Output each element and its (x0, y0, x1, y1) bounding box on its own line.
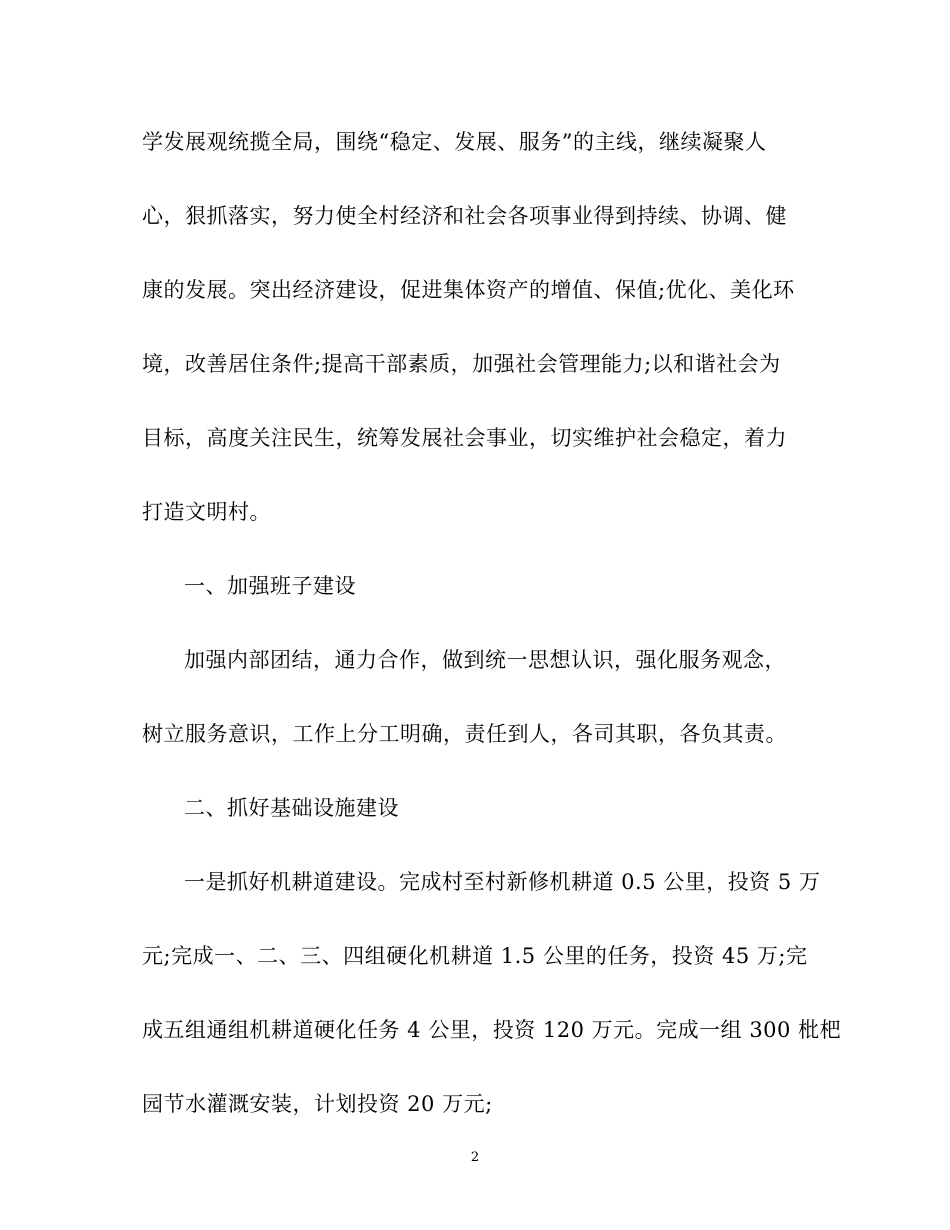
text-line: 心，狠抓落实，努力使全村经济和社会各项事业得到持续、协调、健 (142, 204, 787, 228)
text-line: 一是抓好机耕道建设。完成村至村新修机耕道 0.5 公里，投资 5 万 (184, 870, 821, 894)
text-line: 打造文明村。 (142, 500, 271, 524)
text-line: 成五组通组机耕道硬化任务 4 公里，投资 120 万元。完成一组 300 枇杷 (142, 1018, 842, 1042)
text-line: 加强内部团结，通力合作，做到统一思想认识，强化服务观念， (184, 648, 786, 672)
section-heading: 一、加强班子建设 (184, 574, 356, 598)
text-line: 元;完成一、二、三、四组硬化机耕道 1.5 公里的任务，投资 45 万;完 (142, 944, 808, 968)
text-line: 学发展观统揽全局，围绕“稳定、发展、服务”的主线，继续凝聚人 (142, 130, 767, 154)
text-line: 园节水灌溉安装，计划投资 20 万元; (142, 1092, 493, 1116)
text-line: 树立服务意识，工作上分工明确，责任到人，各司其职，各负其责。 (142, 722, 787, 746)
page-number: 2 (470, 1150, 480, 1165)
text-line: 境，改善居住条件;提高干部素质，加强社会管理能力;以和谐社会为 (142, 352, 781, 376)
text-line: 目标，高度关注民生，统筹发展社会事业，切实维护社会稳定，着力 (142, 426, 787, 450)
text-line: 康的发展。突出经济建设，促进集体资产的增值、保值;优化、美化环 (142, 278, 795, 302)
section-heading: 二、抓好基础设施建设 (184, 796, 399, 820)
